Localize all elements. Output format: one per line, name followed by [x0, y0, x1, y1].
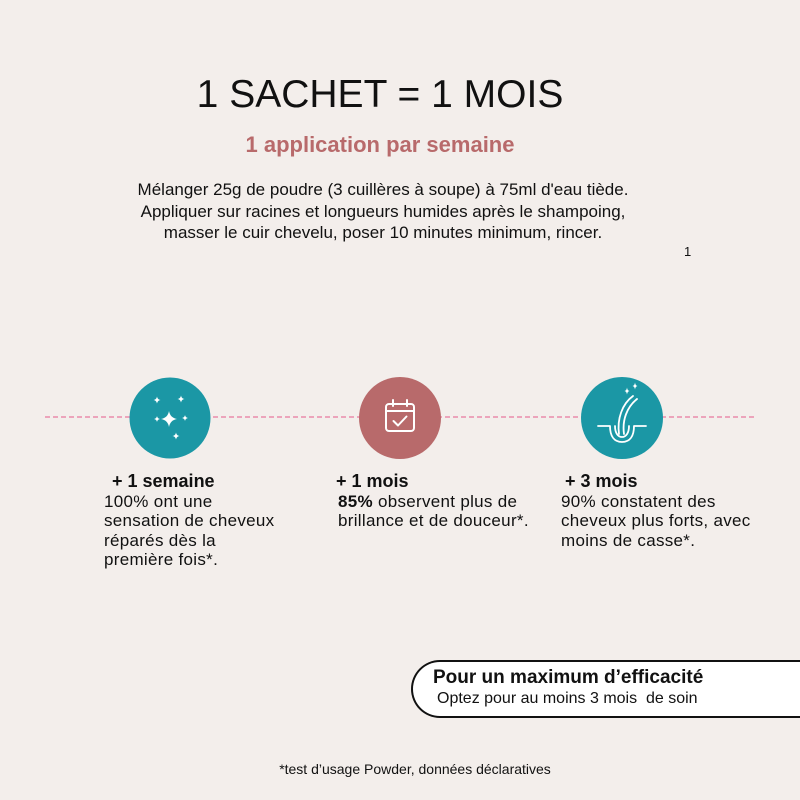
- step-marker-1-mois: [359, 377, 441, 459]
- step-marker-3-mois: [581, 377, 663, 459]
- disclaimer-footnote: *test d’usage Powder, données déclaratives: [279, 761, 551, 777]
- efficacy-callout: [411, 660, 800, 718]
- step-text-fragment: observent plus de: [377, 492, 518, 511]
- instructions-line: masser le cuir chevelu, poser 10 minutes minimum, rincer.: [163, 223, 603, 242]
- step-text-3-mois: [561, 492, 751, 550]
- step-text-line: moins de casse*.: [561, 530, 696, 550]
- footnote-marker: 1: [684, 244, 692, 259]
- step-marker-1-semaine: [130, 378, 211, 459]
- step-text-1-semaine: [104, 492, 274, 569]
- step-text-line: cheveux plus forts, avec: [561, 511, 751, 531]
- callout-title: Pour un maximum d’efficacité: [433, 667, 704, 688]
- usage-instructions: [0, 179, 766, 244]
- step-label-3-mois: + 3 mois: [565, 471, 638, 491]
- instructions-line: Appliquer sur racines et longueurs humides après le shampoing,: [140, 201, 626, 221]
- callout-text: Optez pour au moins 3 mois de soin: [437, 690, 698, 707]
- step-text-line: brillance et de douceur*.: [338, 511, 529, 531]
- page-subtitle: 1 application par semaine: [245, 132, 515, 157]
- step-text-1-mois: [338, 492, 529, 531]
- step-label-1-mois: + 1 mois: [336, 471, 409, 491]
- step-circle-1-mois: [359, 377, 441, 459]
- step-highlight-stat: 85%: [338, 492, 373, 511]
- step-text-line: [338, 492, 529, 511]
- step-circle-3-mois: [581, 377, 663, 459]
- step-text-line: 100% ont une: [104, 492, 213, 511]
- step-label-1-semaine: + 1 semaine: [112, 471, 215, 491]
- timeline-graphic: [0, 365, 800, 475]
- instructions-line: Mélanger 25g de poudre (3 cuillères à soupe) à 75ml d'eau tiède.: [137, 180, 629, 199]
- page-title: 1 SACHET = 1 MOIS: [196, 73, 564, 116]
- step-text-line: 90% constatent des: [561, 492, 716, 511]
- step-text-line: réparés dès la: [104, 530, 216, 550]
- step-text-line: sensation de cheveux: [104, 511, 275, 531]
- step-text-line: première fois*.: [104, 549, 219, 569]
